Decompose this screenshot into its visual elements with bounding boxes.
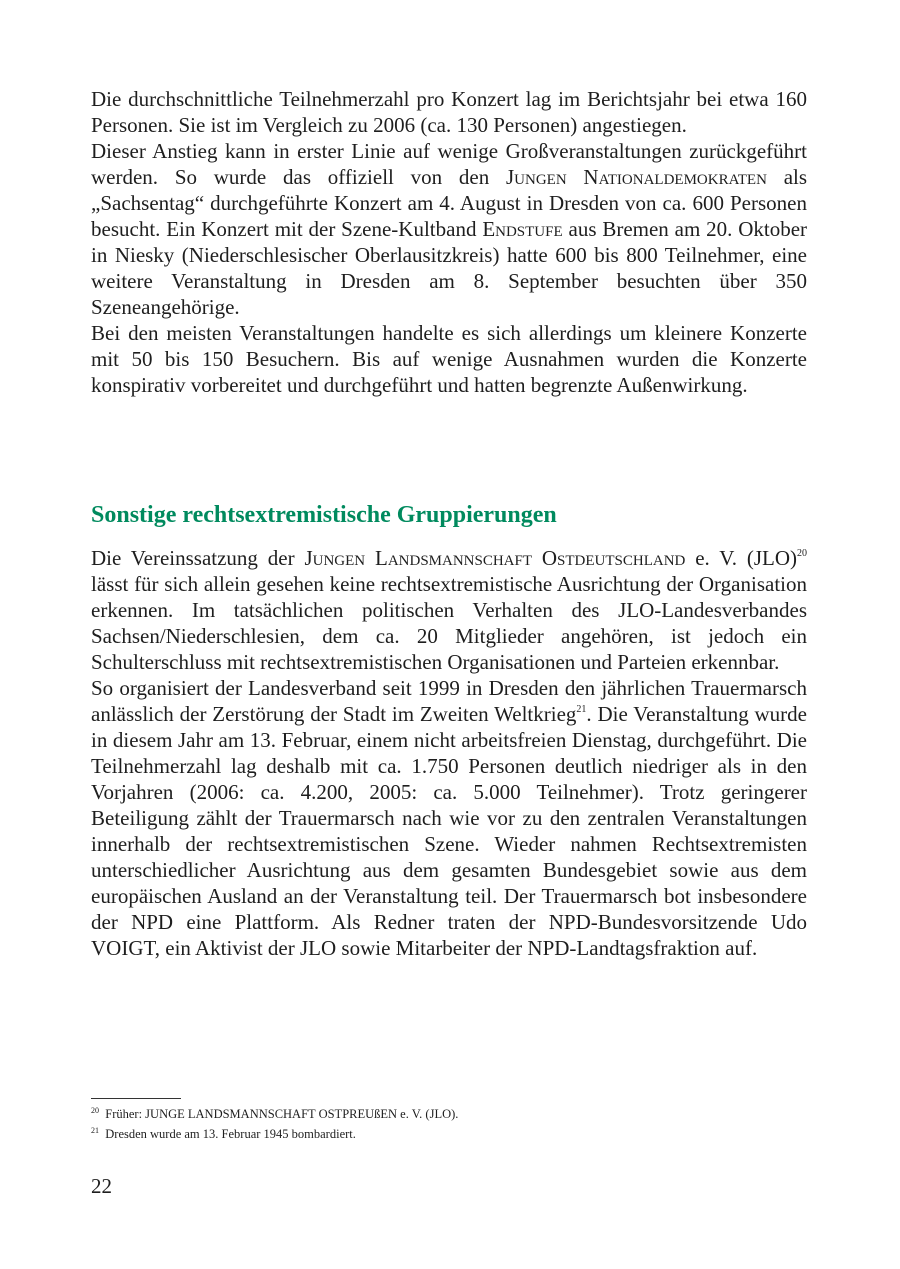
text-run: als „Sachsentag“ durchgeführte Konzert am 4. August in Dresden von ca. 600 Personen besucht. Ein Konzert mit der Szene-Kultband xyxy=(91,165,808,241)
text-run: aus Bremen am 20. Oktober in Niesky (Niederschlesischer Oberlausitzkreis) hatte 600 bis 800 Teilnehmer, eine weitere Veranstaltung in Dresden am 8. September besuchten über 350 Szeneangehörige. xyxy=(91,217,808,319)
text-run: Dieser Anstieg kann in erster Linie auf wenige Großveranstaltungen zurückgeführt werden. So wurde das offiziell von den xyxy=(91,139,807,189)
footnote-reference[interactable]: 20 xyxy=(797,548,808,559)
footnote-text: Früher: JUNGE LANDSMANNSCHAFT OSTPREUßEN e. V. (JLO). xyxy=(105,1107,459,1121)
paragraph xyxy=(91,675,807,961)
organization-name: Jungen Nationaldemokraten xyxy=(506,165,767,189)
footnote-reference[interactable]: 21 xyxy=(576,704,587,715)
organization-name: Jungen Landsmannschaft Ostdeutschland xyxy=(304,546,686,570)
footnote xyxy=(91,1124,807,1144)
paragraph xyxy=(91,138,807,320)
footnote-number: 21 xyxy=(91,1126,99,1135)
text-run: . Die Veranstaltung wurde in diesem Jahr am 13. Februar, einem nicht arbeitsfreien Dienstag, durchgeführt. Die Teilnehmerzahl lag deshalb mit ca. 1.750 Personen deutlich niedriger als in den Vorjahren (2006: ca. 4.200, 2005: ca. 5.000 Teilnehmer). Trotz geringerer Beteiligung zählt der Trauermarsch nach wie vor zu den zentralen Veranstaltungen innerhalb der rechtsextremistischen Szene. Wieder nahmen Rechtsextremisten unterschiedlicher Ausrichtung aus dem gesamten Bundesgebiet sowie aus dem europäischen Ausland an der Veranstaltung teil. Der Trauermarsch bot insbesondere der NPD eine Plattform. Als Redner traten der NPD-Bundesvorsitzende Udo VOIGT, ein Aktivist der JLO sowie Mitarbeiter der NPD-Landtagsfraktion auf. xyxy=(91,702,808,960)
section-heading: Sonstige rechtsextremistische Gruppierungen xyxy=(91,502,557,528)
text-run: e. V. (JLO) xyxy=(695,546,798,570)
footnote xyxy=(91,1104,807,1124)
text-run: lässt für sich allein gesehen keine rechtsextremistische Ausrichtung der Organisation erkennen. Im tatsächlichen politischen Verhalten des JLO-Landesverbandes Sachsen/Niederschlesien, dem ca. 20 Mitglieder angehören, ist jedoch ein Schulterschluss mit rechtsextremistischen Organisationen und Parteien erkennbar. xyxy=(91,572,807,674)
footnote-number: 20 xyxy=(91,1106,99,1115)
band-name: Endstufe xyxy=(482,217,563,241)
text-run: So organisiert der Landesverband seit 1999 in Dresden den jährlichen Trauermarsch anlässlich der Zerstörung der Stadt im Zweiten Weltkrieg xyxy=(91,676,807,726)
intro-text-block xyxy=(91,86,807,398)
text-run: Die Vereinssatzung der xyxy=(91,546,295,570)
footnote-divider xyxy=(91,1098,181,1099)
footnotes xyxy=(91,1104,807,1144)
section-text-block xyxy=(91,545,807,961)
paragraph: Die durchschnittliche Teilnehmerzahl pro Konzert lag im Berichtsjahr bei etwa 160 Personen. Sie ist im Vergleich zu 2006 (ca. 130 Personen) angestiegen. xyxy=(91,87,807,137)
paragraph: Bei den meisten Veranstaltungen handelte es sich allerdings um kleinere Konzerte mit 50 bis 150 Besuchern. Bis auf wenige Ausnahmen wurden die Konzerte konspirativ vorbereitet und durchgeführt und hatten begrenzte Außenwirkung. xyxy=(91,321,807,397)
page-number: 22 xyxy=(91,1174,112,1198)
footnote-text: Dresden wurde am 13. Februar 1945 bombardiert. xyxy=(105,1127,356,1141)
paragraph xyxy=(91,545,807,675)
